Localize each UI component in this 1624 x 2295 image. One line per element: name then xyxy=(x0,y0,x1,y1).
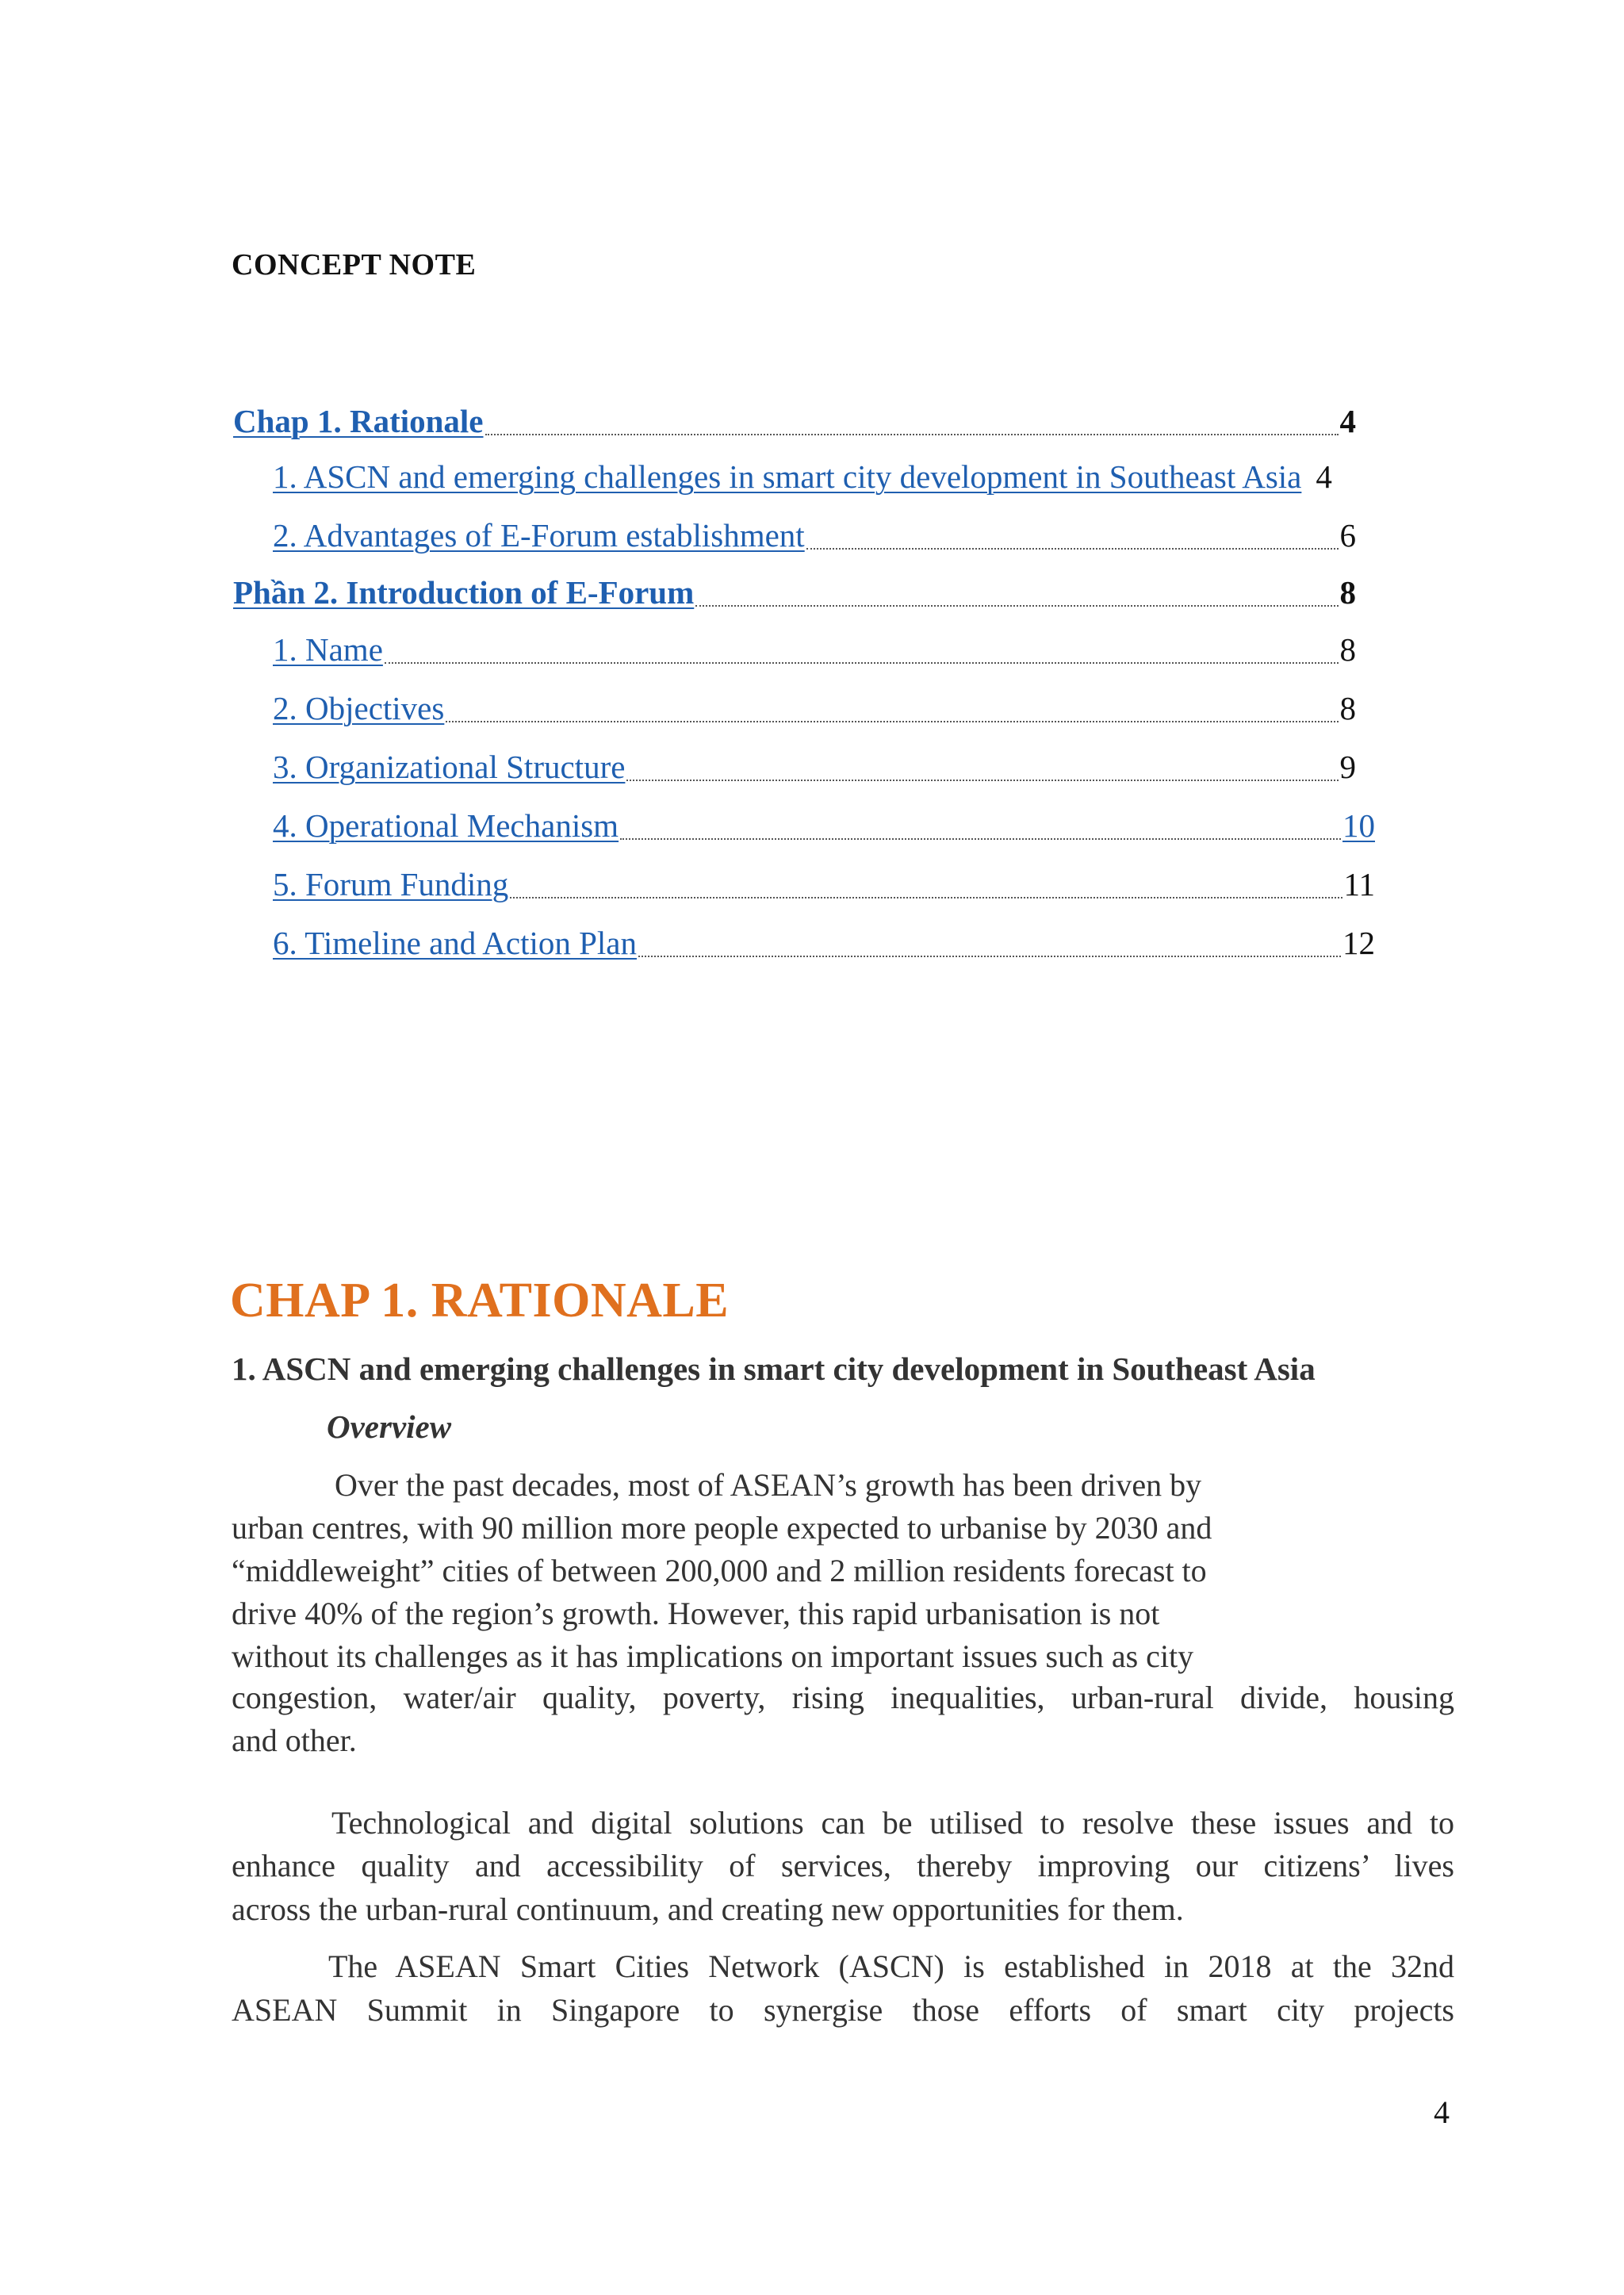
subheading-overview: Overview xyxy=(327,1408,452,1445)
toc-leader-dots xyxy=(446,720,1338,722)
paragraph-line: urban centres, with 90 million more people expected to urbanise by 2030 and xyxy=(232,1510,1212,1546)
paragraph-line: “middleweight” cities of between 200,000 and 2 million residents forecast to xyxy=(232,1553,1207,1588)
toc-entry-page: 4 xyxy=(1316,458,1332,495)
section-heading: 1. ASCN and emerging challenges in smart city development in Southeast Asia xyxy=(232,1351,1316,1387)
toc-entry-label[interactable]: Chap 1. Rationale xyxy=(233,403,484,439)
paragraph-line: Technological and digital solutions can be utilised to resolve these issues and to xyxy=(331,1805,1454,1841)
toc-entry-label[interactable]: 3. Organizational Structure xyxy=(273,749,626,785)
toc-entry-ascn-challenges[interactable] xyxy=(273,448,1415,496)
paragraph-line: and other. xyxy=(232,1722,357,1758)
toc-leader-dots xyxy=(806,547,1339,550)
toc-entry-label[interactable]: 2. Objectives xyxy=(273,690,445,726)
toc-entry-page[interactable]: 10 xyxy=(1342,807,1375,844)
toc-entry-page: 9 xyxy=(1339,749,1356,785)
chapter-heading: CHAP 1. RATIONALE xyxy=(230,1274,730,1328)
toc-entry-page: 11 xyxy=(1343,866,1375,902)
toc-entry-org-structure[interactable] xyxy=(273,738,1356,786)
toc-entry-advantages[interactable] xyxy=(273,507,1356,554)
paragraph-line: congestion, water/air quality, poverty, rising inequalities, urban-rural divide, housing xyxy=(232,1680,1454,1715)
toc-entry-funding[interactable] xyxy=(273,856,1375,903)
toc-entry-label[interactable]: 6. Timeline and Action Plan xyxy=(273,925,637,961)
paragraph-line: ASEAN Summit in Singapore to synergise those efforts of smart city projects xyxy=(232,1992,1454,2028)
toc-entry-name[interactable] xyxy=(273,621,1356,669)
toc-leader-dots xyxy=(638,955,1341,957)
toc-leader-dots xyxy=(510,896,1342,898)
toc-entry-chap1[interactable] xyxy=(233,393,1356,440)
toc-entry-label[interactable]: 1. Name xyxy=(273,631,383,668)
paragraph-line: drive 40% of the region’s growth. However, this rapid urbanisation is not xyxy=(232,1596,1160,1631)
toc-entry-label[interactable]: 5. Forum Funding xyxy=(273,866,509,902)
toc-entry-label[interactable]: Phần 2. Introduction of E-Forum xyxy=(233,574,695,611)
toc-entry-page: 8 xyxy=(1339,574,1356,611)
toc-entry-page: 4 xyxy=(1339,403,1356,439)
toc-leader-dots xyxy=(385,661,1339,664)
toc-entry-page: 8 xyxy=(1339,631,1356,668)
toc-leader-dots xyxy=(695,604,1338,607)
toc-entry-objectives[interactable] xyxy=(273,680,1356,727)
toc-entry-page: 8 xyxy=(1339,690,1356,726)
toc-entry-part2[interactable] xyxy=(233,564,1356,611)
toc-entry-label[interactable]: 4. Operational Mechanism xyxy=(273,807,619,844)
paragraph-line: The ASEAN Smart Cities Network (ASCN) is established in 2018 at the 32nd xyxy=(328,1948,1454,1984)
toc-entry-label[interactable]: 1. ASCN and emerging challenges in smart city development in Southeast Asia xyxy=(273,458,1302,495)
toc-entry-page: 12 xyxy=(1342,925,1375,961)
toc-leader-dots xyxy=(485,433,1339,435)
paragraph-line: without its challenges as it has implications on important issues such as city xyxy=(232,1638,1194,1674)
paragraph-line: enhance quality and accessibility of services, thereby improving our citizens’ lives xyxy=(232,1848,1454,1883)
toc-leader-dots xyxy=(620,837,1341,840)
toc-entry-label[interactable]: 2. Advantages of E-Forum establishment xyxy=(273,517,805,554)
toc-entry-op-mechanism[interactable] xyxy=(273,797,1375,845)
toc-leader-dots xyxy=(626,779,1338,781)
paragraph-line: Over the past decades, most of ASEAN’s growth has been driven by xyxy=(335,1467,1202,1503)
page-number: 4 xyxy=(1434,2094,1450,2130)
paragraph-line: across the urban-rural continuum, and creating new opportunities for them. xyxy=(232,1891,1184,1927)
document-title: CONCEPT NOTE xyxy=(232,248,477,282)
toc-entry-page: 6 xyxy=(1339,517,1356,554)
toc-entry-timeline[interactable] xyxy=(273,914,1375,962)
